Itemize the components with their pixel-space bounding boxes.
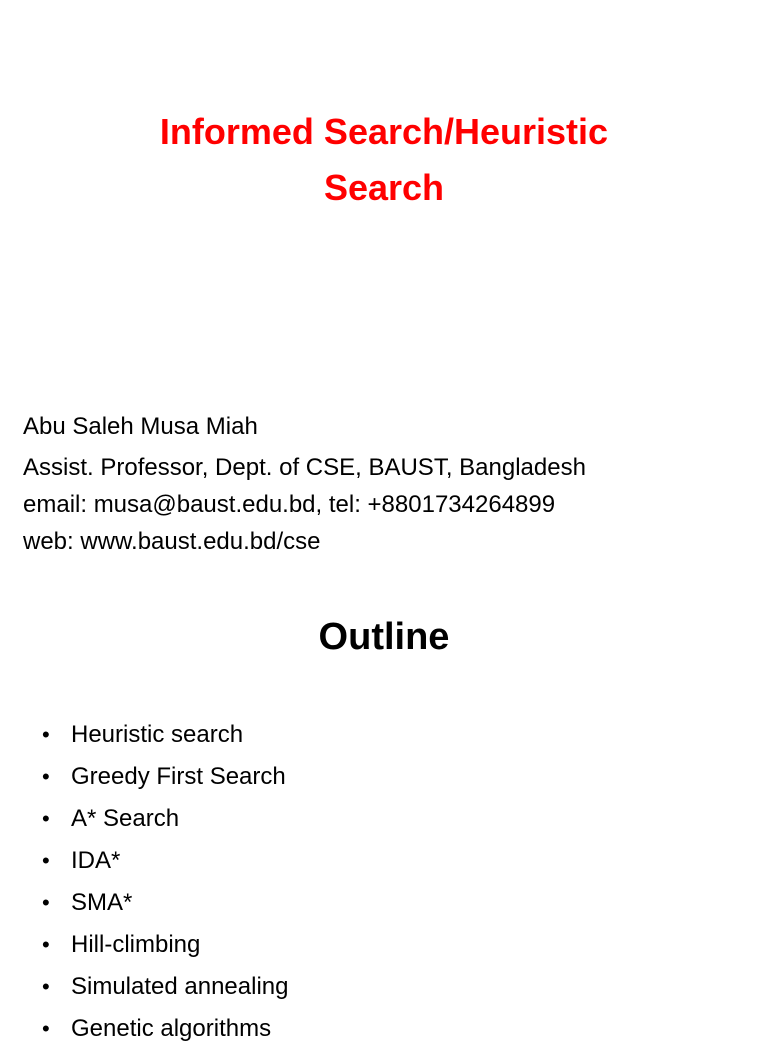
- list-item: [40, 714, 289, 756]
- list-item-text: Greedy First Search: [71, 763, 286, 790]
- bullet-icon: •: [42, 974, 50, 999]
- list-item: [40, 882, 289, 924]
- author-position: Assist. Professor, Dept. of CSE, BAUST, Bangladesh: [23, 454, 586, 481]
- list-item: [40, 966, 289, 1008]
- author-name: Abu Saleh Musa Miah: [23, 413, 258, 440]
- list-item-text: Genetic algorithms: [71, 1015, 272, 1042]
- bullet-icon: •: [42, 722, 50, 747]
- list-item-text: Simulated annealing: [71, 973, 289, 1000]
- list-item: [40, 924, 289, 966]
- outline-list: [40, 714, 289, 1050]
- bullet-icon: •: [42, 890, 50, 915]
- author-email: email: musa@baust.edu.bd, tel: +8801734264899: [23, 491, 556, 518]
- list-item: [40, 798, 289, 840]
- bullet-icon: •: [42, 806, 50, 831]
- slide-title-line-2: Search: [323, 167, 445, 208]
- bullet-icon: •: [42, 848, 50, 873]
- slide-title: [0, 104, 768, 216]
- list-item: [40, 756, 289, 798]
- list-item-text: IDA*: [71, 847, 121, 874]
- list-item: [40, 840, 289, 882]
- outline-slide: [0, 590, 768, 1042]
- outline-title: Outline: [318, 616, 450, 658]
- author-info: [23, 408, 586, 560]
- list-item-text: A* Search: [71, 805, 180, 832]
- slide-title-line-1: Informed Search/Heuristic: [159, 111, 609, 152]
- bullet-icon: •: [42, 932, 50, 957]
- bullet-icon: •: [42, 1016, 50, 1041]
- list-item: [40, 1008, 289, 1050]
- list-item-text: SMA*: [71, 889, 133, 916]
- author-web: web: www.baust.edu.bd/cse: [23, 528, 321, 555]
- list-item-text: Hill-climbing: [71, 931, 201, 958]
- list-item-text: Heuristic search: [71, 721, 244, 748]
- bullet-icon: •: [42, 764, 50, 789]
